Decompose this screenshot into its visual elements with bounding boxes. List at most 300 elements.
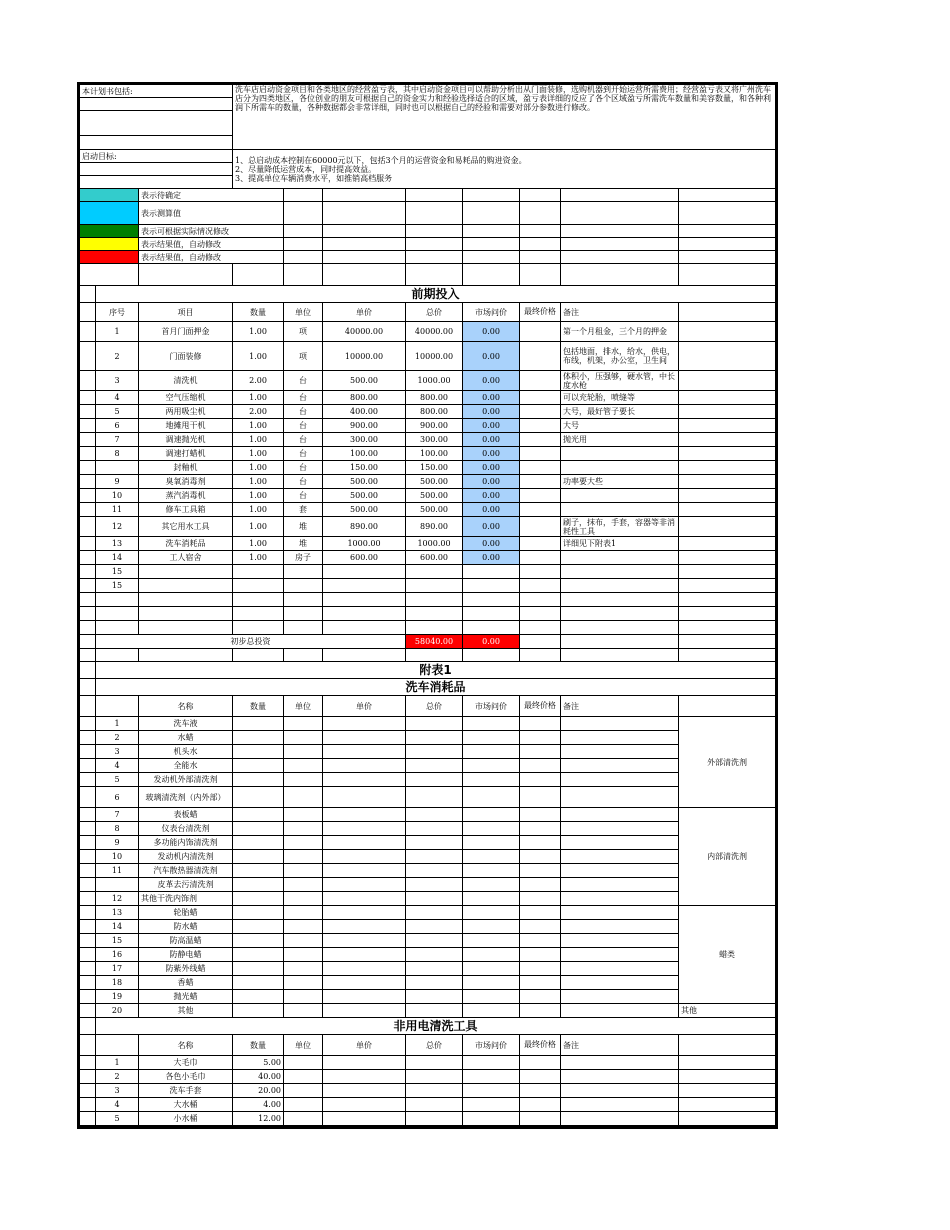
empty-cell[interactable] xyxy=(520,649,561,662)
empty-cell[interactable] xyxy=(679,593,776,607)
empty-cell[interactable] xyxy=(323,202,406,225)
empty-cell[interactable] xyxy=(463,1084,520,1098)
empty-cell[interactable] xyxy=(561,717,679,731)
empty-cell[interactable] xyxy=(323,864,406,878)
empty-cell[interactable] xyxy=(561,238,679,251)
empty-cell[interactable] xyxy=(323,1112,406,1126)
note[interactable]: 大号，最好管子要长 xyxy=(561,405,679,419)
item-name[interactable]: 水蜡 xyxy=(139,731,233,745)
unit-price[interactable]: 500.00 xyxy=(323,489,406,503)
empty-cell[interactable] xyxy=(406,759,463,773)
final-price[interactable] xyxy=(520,433,561,447)
empty-cell[interactable] xyxy=(520,976,561,990)
empty-cell[interactable] xyxy=(463,745,520,759)
empty-cell[interactable] xyxy=(233,864,284,878)
empty-cell[interactable] xyxy=(233,906,284,920)
empty-cell[interactable] xyxy=(233,1004,284,1018)
empty-cell[interactable] xyxy=(463,621,520,635)
empty-cell[interactable] xyxy=(284,822,323,836)
empty-cell[interactable] xyxy=(406,189,463,202)
empty-cell[interactable] xyxy=(520,1098,561,1112)
empty-cell[interactable] xyxy=(561,251,679,264)
empty-cell[interactable] xyxy=(520,238,561,251)
empty-cell[interactable] xyxy=(561,962,679,976)
empty-cell[interactable] xyxy=(561,607,679,621)
item-name[interactable]: 机头水 xyxy=(139,745,233,759)
empty-cell[interactable] xyxy=(520,1112,561,1126)
empty-cell[interactable] xyxy=(520,607,561,621)
empty-cell[interactable] xyxy=(406,225,463,238)
empty-cell[interactable] xyxy=(561,1084,679,1098)
market-price[interactable]: 0.00 xyxy=(463,405,520,419)
empty-cell[interactable] xyxy=(463,864,520,878)
quantity[interactable]: 2.00 xyxy=(233,405,284,419)
empty-cell[interactable] xyxy=(284,745,323,759)
empty-cell[interactable] xyxy=(463,822,520,836)
empty-cell[interactable] xyxy=(520,850,561,864)
empty-cell[interactable] xyxy=(520,1004,561,1018)
empty-cell[interactable] xyxy=(284,607,323,621)
unit[interactable] xyxy=(284,579,323,593)
empty-cell[interactable] xyxy=(463,787,520,808)
empty-cell[interactable] xyxy=(323,189,406,202)
unit[interactable]: 项 xyxy=(284,322,323,342)
note[interactable] xyxy=(561,551,679,565)
empty-cell[interactable] xyxy=(520,251,561,264)
empty-cell[interactable] xyxy=(406,251,463,264)
unit[interactable]: 台 xyxy=(284,489,323,503)
item-name[interactable]: 香蜡 xyxy=(139,976,233,990)
empty-cell[interactable] xyxy=(233,593,284,607)
empty-cell[interactable] xyxy=(463,892,520,906)
empty-cell[interactable] xyxy=(233,892,284,906)
empty-cell[interactable] xyxy=(284,251,323,264)
item-name[interactable] xyxy=(139,579,233,593)
unit[interactable]: 台 xyxy=(284,391,323,405)
empty-cell[interactable] xyxy=(284,787,323,808)
empty-cell[interactable] xyxy=(520,635,561,649)
empty-cell[interactable] xyxy=(406,920,463,934)
empty-cell[interactable] xyxy=(139,649,233,662)
note[interactable]: 刷子，抹布，手套，容器等非消耗性工具 xyxy=(561,517,679,537)
empty-cell[interactable] xyxy=(679,202,776,225)
final-price[interactable] xyxy=(520,342,561,371)
empty-cell[interactable] xyxy=(679,635,776,649)
empty-cell[interactable] xyxy=(406,745,463,759)
empty-cell[interactable] xyxy=(679,649,776,662)
empty-cell[interactable] xyxy=(520,1056,561,1070)
unit[interactable]: 台 xyxy=(284,419,323,433)
empty-cell[interactable] xyxy=(406,864,463,878)
item-name[interactable]: 玻璃清洗剂（内外部） xyxy=(139,787,233,808)
item-name[interactable]: 防水蜡 xyxy=(139,920,233,934)
empty-cell[interactable] xyxy=(284,850,323,864)
empty-cell[interactable] xyxy=(233,649,284,662)
item-name[interactable]: 清洗机 xyxy=(139,371,233,391)
empty-cell[interactable] xyxy=(233,621,284,635)
empty-cell[interactable] xyxy=(561,822,679,836)
item-name[interactable]: 轮胎蜡 xyxy=(139,906,233,920)
empty-cell[interactable] xyxy=(284,1070,323,1084)
unit-price[interactable]: 300.00 xyxy=(323,433,406,447)
empty-cell[interactable] xyxy=(561,189,679,202)
empty-cell[interactable] xyxy=(463,920,520,934)
empty-cell[interactable] xyxy=(323,906,406,920)
note[interactable] xyxy=(561,447,679,461)
empty-cell[interactable] xyxy=(284,920,323,934)
empty-cell[interactable] xyxy=(679,1084,776,1098)
empty-cell[interactable] xyxy=(520,1084,561,1098)
empty-cell[interactable] xyxy=(284,264,323,286)
quantity[interactable]: 1.00 xyxy=(233,342,284,371)
empty-cell[interactable] xyxy=(323,920,406,934)
empty-cell[interactable] xyxy=(323,878,406,892)
market-price[interactable]: 0.00 xyxy=(463,489,520,503)
item-name[interactable]: 洗车消耗品 xyxy=(139,537,233,551)
empty-cell[interactable] xyxy=(284,238,323,251)
empty-cell[interactable] xyxy=(520,906,561,920)
empty-cell[interactable] xyxy=(406,948,463,962)
empty-cell[interactable] xyxy=(520,264,561,286)
empty-cell[interactable] xyxy=(520,225,561,238)
empty-cell[interactable] xyxy=(323,892,406,906)
empty-cell[interactable] xyxy=(463,1112,520,1126)
final-price[interactable] xyxy=(520,503,561,517)
empty-cell[interactable] xyxy=(520,717,561,731)
item-name[interactable]: 调速打蜡机 xyxy=(139,447,233,461)
quantity[interactable]: 1.00 xyxy=(233,391,284,405)
item-name[interactable]: 洗车液 xyxy=(139,717,233,731)
empty-cell[interactable] xyxy=(233,836,284,850)
item-name[interactable]: 臭氧消毒剂 xyxy=(139,475,233,489)
empty-cell[interactable] xyxy=(679,1070,776,1084)
empty-cell[interactable] xyxy=(561,906,679,920)
empty-cell[interactable] xyxy=(406,1112,463,1126)
market-price[interactable]: 0.00 xyxy=(463,322,520,342)
empty-cell[interactable] xyxy=(323,607,406,621)
empty-cell[interactable] xyxy=(323,649,406,662)
empty-cell[interactable] xyxy=(561,731,679,745)
note[interactable] xyxy=(561,579,679,593)
empty-cell[interactable] xyxy=(323,1098,406,1112)
empty-cell[interactable] xyxy=(406,990,463,1004)
item-name[interactable]: 修车工具箱 xyxy=(139,503,233,517)
empty-cell[interactable] xyxy=(323,745,406,759)
empty-cell[interactable] xyxy=(96,621,139,635)
market-price[interactable] xyxy=(463,579,520,593)
empty-cell[interactable] xyxy=(561,808,679,822)
empty-cell[interactable] xyxy=(463,948,520,962)
empty-cell[interactable] xyxy=(284,202,323,225)
empty-cell[interactable] xyxy=(284,836,323,850)
empty-cell[interactable] xyxy=(406,906,463,920)
empty-cell[interactable] xyxy=(561,787,679,808)
empty-cell[interactable] xyxy=(520,808,561,822)
empty-cell[interactable] xyxy=(406,787,463,808)
empty-cell[interactable] xyxy=(406,934,463,948)
empty-cell[interactable] xyxy=(463,808,520,822)
market-price[interactable]: 0.00 xyxy=(463,475,520,489)
empty-cell[interactable] xyxy=(463,225,520,238)
unit[interactable]: 台 xyxy=(284,371,323,391)
empty-cell[interactable] xyxy=(406,773,463,787)
empty-cell[interactable] xyxy=(463,607,520,621)
note[interactable]: 大号 xyxy=(561,419,679,433)
note[interactable]: 可以充轮胎，喷缝等 xyxy=(561,391,679,405)
empty-cell[interactable] xyxy=(323,808,406,822)
empty-cell[interactable] xyxy=(323,731,406,745)
empty-cell[interactable] xyxy=(284,1098,323,1112)
market-price[interactable]: 0.00 xyxy=(463,517,520,537)
empty-cell[interactable] xyxy=(520,892,561,906)
quantity[interactable]: 1.00 xyxy=(233,517,284,537)
quantity[interactable]: 2.00 xyxy=(233,371,284,391)
empty-cell[interactable] xyxy=(406,822,463,836)
empty-cell[interactable] xyxy=(233,745,284,759)
empty-cell[interactable] xyxy=(520,759,561,773)
empty-cell[interactable] xyxy=(463,251,520,264)
empty-cell[interactable] xyxy=(561,202,679,225)
empty-cell[interactable] xyxy=(463,836,520,850)
item-name[interactable]: 防高温蜡 xyxy=(139,934,233,948)
empty-cell[interactable] xyxy=(679,607,776,621)
empty-cell[interactable] xyxy=(520,878,561,892)
empty-cell[interactable] xyxy=(284,962,323,976)
market-price[interactable]: 0.00 xyxy=(463,503,520,517)
empty-cell[interactable] xyxy=(233,976,284,990)
empty-cell[interactable] xyxy=(520,202,561,225)
empty-cell[interactable] xyxy=(463,990,520,1004)
final-price[interactable] xyxy=(520,322,561,342)
empty-cell[interactable] xyxy=(323,1084,406,1098)
empty-cell[interactable] xyxy=(463,1056,520,1070)
empty-cell[interactable] xyxy=(323,1004,406,1018)
empty-cell[interactable] xyxy=(463,934,520,948)
item-name[interactable]: 地摊甩干机 xyxy=(139,419,233,433)
final-price[interactable] xyxy=(520,537,561,551)
item-name[interactable]: 发动机外部清洗剂 xyxy=(139,773,233,787)
item-name[interactable]: 大毛巾 xyxy=(139,1056,233,1070)
empty-cell[interactable] xyxy=(323,787,406,808)
item-name[interactable]: 抛光蜡 xyxy=(139,990,233,1004)
empty-cell[interactable] xyxy=(323,264,406,286)
empty-cell[interactable] xyxy=(463,759,520,773)
quantity[interactable]: 1.00 xyxy=(233,461,284,475)
empty-cell[interactable] xyxy=(520,948,561,962)
empty-cell[interactable] xyxy=(323,1056,406,1070)
empty-cell[interactable] xyxy=(520,962,561,976)
item-name[interactable]: 其它用水工具 xyxy=(139,517,233,537)
quantity[interactable] xyxy=(233,579,284,593)
empty-cell[interactable] xyxy=(233,962,284,976)
empty-cell[interactable] xyxy=(233,717,284,731)
empty-cell[interactable] xyxy=(233,787,284,808)
empty-cell[interactable] xyxy=(520,745,561,759)
unit-price[interactable]: 500.00 xyxy=(323,371,406,391)
empty-cell[interactable] xyxy=(233,934,284,948)
empty-cell[interactable] xyxy=(463,238,520,251)
empty-cell[interactable] xyxy=(284,225,323,238)
empty-cell[interactable] xyxy=(233,990,284,1004)
empty-cell[interactable] xyxy=(139,593,233,607)
empty-cell[interactable] xyxy=(463,731,520,745)
empty-cell[interactable] xyxy=(561,759,679,773)
market-price[interactable]: 0.00 xyxy=(463,419,520,433)
final-price[interactable] xyxy=(520,565,561,579)
empty-cell[interactable] xyxy=(463,649,520,662)
unit[interactable]: 房子 xyxy=(284,551,323,565)
empty-cell[interactable] xyxy=(284,649,323,662)
note[interactable]: 第一个月租金，三个月的押金 xyxy=(561,322,679,342)
unit-price[interactable]: 500.00 xyxy=(323,475,406,489)
empty-cell[interactable] xyxy=(463,1004,520,1018)
unit[interactable]: 台 xyxy=(284,447,323,461)
unit[interactable] xyxy=(284,565,323,579)
item-name[interactable]: 发动机内清洗剂 xyxy=(139,850,233,864)
empty-cell[interactable] xyxy=(284,759,323,773)
item-name[interactable]: 两用吸尘机 xyxy=(139,405,233,419)
empty-cell[interactable] xyxy=(520,787,561,808)
empty-cell[interactable] xyxy=(284,621,323,635)
empty-cell[interactable] xyxy=(233,822,284,836)
item-name[interactable]: 其他 xyxy=(139,1004,233,1018)
item-name[interactable]: 表板蜡 xyxy=(139,808,233,822)
item-name[interactable]: 门面装修 xyxy=(139,342,233,371)
empty-cell[interactable] xyxy=(561,264,679,286)
empty-cell[interactable] xyxy=(561,1056,679,1070)
empty-cell[interactable] xyxy=(561,920,679,934)
empty-cell[interactable] xyxy=(406,202,463,225)
empty-cell[interactable] xyxy=(323,822,406,836)
unit[interactable]: 项 xyxy=(284,342,323,371)
quantity[interactable]: 1.00 xyxy=(233,537,284,551)
empty-cell[interactable] xyxy=(233,808,284,822)
empty-cell[interactable] xyxy=(284,593,323,607)
empty-cell[interactable] xyxy=(233,773,284,787)
empty-cell[interactable] xyxy=(561,1070,679,1084)
empty-cell[interactable] xyxy=(323,976,406,990)
note[interactable]: 包括地面，排水，给水，供电，布线，机架，办公室，卫生间 xyxy=(561,342,679,371)
empty-cell[interactable] xyxy=(561,1004,679,1018)
empty-cell[interactable] xyxy=(463,906,520,920)
quantity[interactable]: 1.00 xyxy=(233,551,284,565)
unit-price[interactable] xyxy=(323,579,406,593)
empty-cell[interactable] xyxy=(284,717,323,731)
empty-cell[interactable] xyxy=(561,892,679,906)
empty-cell[interactable] xyxy=(323,948,406,962)
empty-cell[interactable] xyxy=(561,878,679,892)
final-price[interactable] xyxy=(520,579,561,593)
empty-cell[interactable] xyxy=(520,990,561,1004)
empty-cell[interactable] xyxy=(463,878,520,892)
empty-cell[interactable] xyxy=(323,836,406,850)
empty-cell[interactable] xyxy=(233,607,284,621)
final-price[interactable] xyxy=(520,551,561,565)
empty-cell[interactable] xyxy=(463,962,520,976)
note[interactable]: 抛光用 xyxy=(561,433,679,447)
note[interactable] xyxy=(561,503,679,517)
unit-price[interactable]: 890.00 xyxy=(323,517,406,537)
item-name[interactable]: 全能水 xyxy=(139,759,233,773)
empty-cell[interactable] xyxy=(679,251,776,264)
final-price[interactable] xyxy=(520,391,561,405)
empty-cell[interactable] xyxy=(520,920,561,934)
note[interactable] xyxy=(561,489,679,503)
empty-cell[interactable] xyxy=(233,948,284,962)
empty-cell[interactable] xyxy=(284,808,323,822)
empty-cell[interactable] xyxy=(323,1070,406,1084)
empty-cell[interactable] xyxy=(520,934,561,948)
empty-cell[interactable] xyxy=(520,864,561,878)
empty-cell[interactable] xyxy=(284,976,323,990)
unit[interactable]: 堆 xyxy=(284,537,323,551)
empty-cell[interactable] xyxy=(323,850,406,864)
empty-cell[interactable] xyxy=(323,962,406,976)
item-name[interactable]: 空气压缩机 xyxy=(139,391,233,405)
empty-cell[interactable] xyxy=(233,878,284,892)
empty-cell[interactable] xyxy=(406,264,463,286)
empty-cell[interactable] xyxy=(679,238,776,251)
empty-cell[interactable] xyxy=(561,850,679,864)
empty-cell[interactable] xyxy=(561,1098,679,1112)
empty-cell[interactable] xyxy=(520,773,561,787)
note[interactable]: 体积小，压强够，硬水管，中长度水枪 xyxy=(561,371,679,391)
empty-cell[interactable] xyxy=(323,773,406,787)
empty-cell[interactable] xyxy=(406,1056,463,1070)
unit-price[interactable]: 150.00 xyxy=(323,461,406,475)
unit-price[interactable]: 400.00 xyxy=(323,405,406,419)
item-name[interactable]: 小水桶 xyxy=(139,1112,233,1126)
empty-cell[interactable] xyxy=(679,1098,776,1112)
unit-price[interactable]: 500.00 xyxy=(323,503,406,517)
empty-cell[interactable] xyxy=(561,948,679,962)
final-price[interactable] xyxy=(520,405,561,419)
empty-cell[interactable] xyxy=(284,731,323,745)
note[interactable]: 详细见下附表1 xyxy=(561,537,679,551)
empty-cell[interactable] xyxy=(233,264,284,286)
empty-cell[interactable] xyxy=(561,635,679,649)
quantity[interactable]: 1.00 xyxy=(233,503,284,517)
empty-cell[interactable] xyxy=(561,621,679,635)
empty-cell[interactable] xyxy=(233,731,284,745)
market-price[interactable]: 0.00 xyxy=(463,371,520,391)
item-name[interactable]: 多功能内饰清洗剂 xyxy=(139,836,233,850)
empty-cell[interactable] xyxy=(406,238,463,251)
empty-cell[interactable] xyxy=(463,202,520,225)
quantity[interactable]: 40.00 xyxy=(233,1070,284,1084)
empty-cell[interactable] xyxy=(561,864,679,878)
empty-cell[interactable] xyxy=(323,990,406,1004)
unit-price[interactable]: 1000.00 xyxy=(323,537,406,551)
quantity[interactable]: 1.00 xyxy=(233,489,284,503)
unit-price[interactable]: 600.00 xyxy=(323,551,406,565)
note[interactable] xyxy=(561,461,679,475)
empty-cell[interactable] xyxy=(284,948,323,962)
market-price[interactable]: 0.00 xyxy=(463,447,520,461)
empty-cell[interactable] xyxy=(284,1112,323,1126)
empty-cell[interactable] xyxy=(323,593,406,607)
market-price[interactable]: 0.00 xyxy=(463,551,520,565)
unit[interactable]: 堆 xyxy=(284,517,323,537)
empty-cell[interactable] xyxy=(284,878,323,892)
empty-cell[interactable] xyxy=(284,906,323,920)
quantity[interactable]: 5.00 xyxy=(233,1056,284,1070)
empty-cell[interactable] xyxy=(520,1070,561,1084)
unit[interactable]: 台 xyxy=(284,405,323,419)
empty-cell[interactable] xyxy=(561,990,679,1004)
unit-price[interactable]: 40000.00 xyxy=(323,322,406,342)
empty-cell[interactable] xyxy=(561,976,679,990)
